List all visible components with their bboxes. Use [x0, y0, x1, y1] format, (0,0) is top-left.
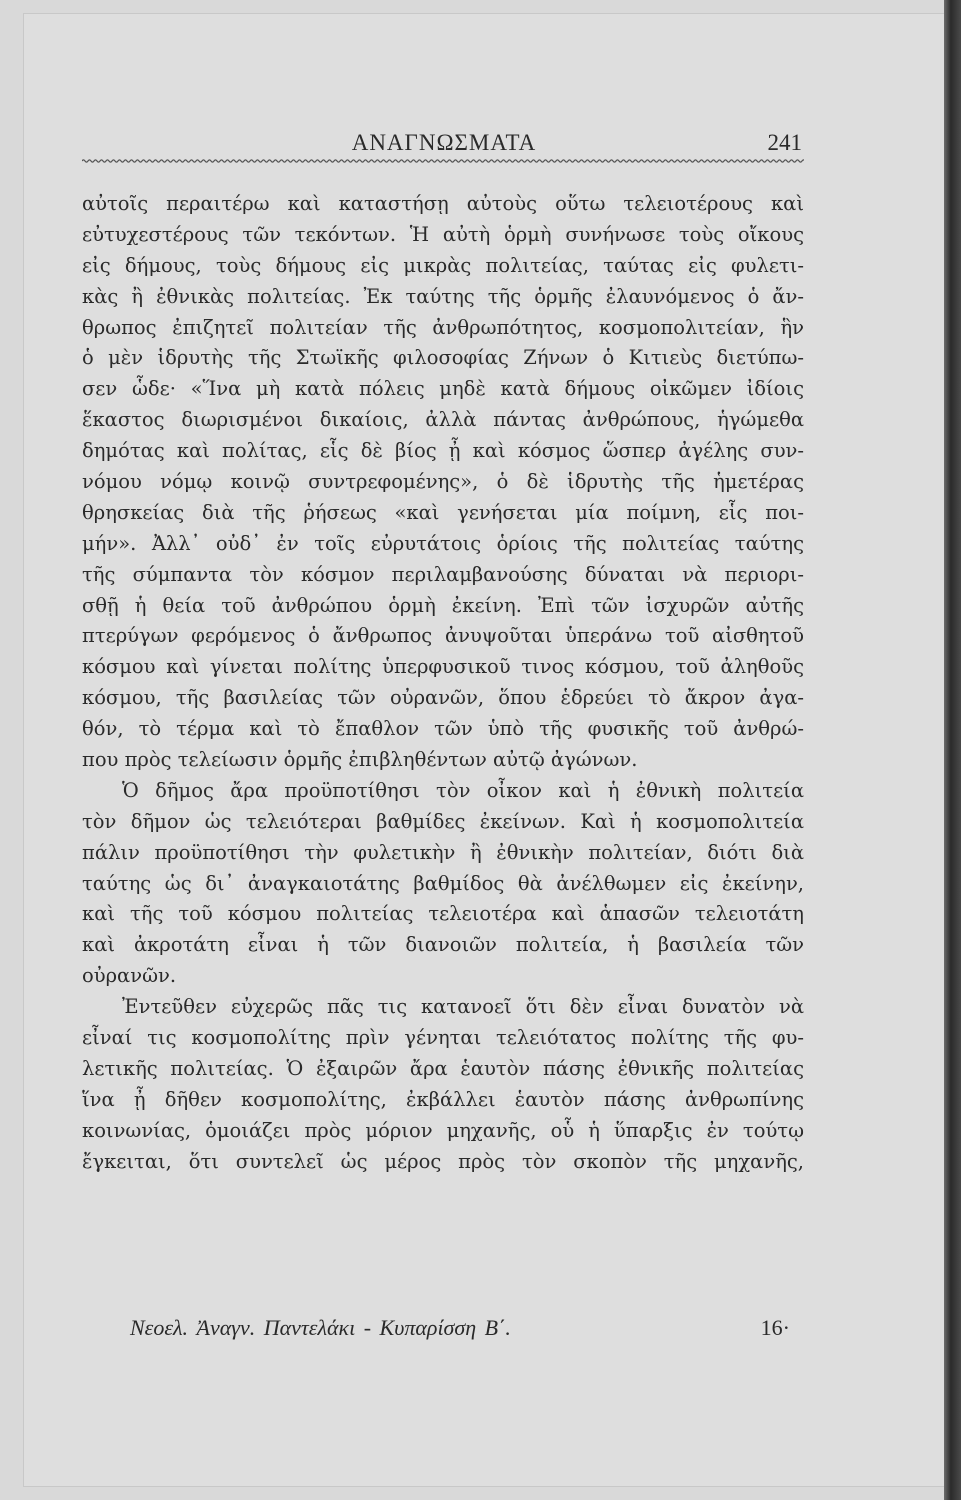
printer-signature: Νεοελ. Ἀναγν. Παντελάκι - Κυπαρίσση Β΄. [130, 1315, 511, 1340]
text-line: ταύτης ὡς δι᾽ ἀναγκαιοτάτης βαθμίδος θὰ ἀνέλθωμεν εἰς ἐκείνην, [82, 871, 804, 895]
text-line: καὶ ἀκροτάτη εἶναι ἡ τῶν διανοιῶν πολιτεία, ἡ βασιλεία τῶν [82, 933, 804, 957]
text-line: ὁ μὲν ἱδρυτὴς τῆς Στωϊκῆς φιλοσοφίας Ζήνων ὁ Κιτιεὺς διετύπω- [82, 346, 804, 370]
sheet-number: 16· [760, 1315, 790, 1340]
text-line: Ὁ δῆμος ἄρα προϋποτίθησι τὸν οἶκον καὶ ἡ ἐθνικὴ πολιτεία [122, 778, 804, 802]
text-line: κόσμου καὶ γίνεται πολίτης ὑπερφυσικοῦ τινος κόσμου, τοῦ ἀληθοῦς [82, 655, 804, 679]
book-spine-edge [944, 0, 961, 1500]
text-line: κὰς ἢ ἐθνικὰς πολιτείας. Ἐκ ταύτης τῆς ὁρμῆς ἐλαυνόμενος ὁ ἄν- [82, 284, 804, 308]
page-number: 241 [767, 130, 802, 155]
text-line: λετικῆς πολιτείας. Ὁ ἐξαιρῶν ἄρα ἑαυτὸν πάσης ἐθνικῆς πολιτείας [82, 1056, 804, 1080]
text-line: δημότας καὶ πολίτας, εἷς δὲ βίος ᾖ καὶ κόσμος ὥσπερ ἀγέλης συν- [82, 439, 804, 463]
text-line: εἶναί τις κοσμοπολίτης πρὶν γένηται τελειότατος πολίτης τῆς φυ- [82, 1026, 804, 1050]
text-line: ἔγκειται, ὅτι συντελεῖ ὡς μέρος πρὸς τὸν σκοπὸν τῆς μηχανῆς, [82, 1149, 804, 1173]
text-line: ἵνα ᾖ δῆθεν κοσμοπολίτης, ἐκβάλλει ἑαυτὸν πάσης ἀνθρωπίνης [82, 1087, 804, 1111]
text-line: θρωπος ἐπιζητεῖ πολιτείαν τῆς ἀνθρωπότητος, κοσμοπολιτείαν, ἣν [82, 315, 804, 339]
text-line: εὐτυχεστέρους τῶν τεκόντων. Ἡ αὐτὴ ὁρμὴ συνήνωσε τοὺς οἴκους [82, 222, 804, 246]
text-line: θόν, τὸ τέρμα καὶ τὸ ἔπαθλον τῶν ὑπὸ τῆς φυσικῆς τοῦ ἀνθρώ- [82, 717, 804, 741]
text-line: οὐρανῶν. [82, 964, 177, 988]
text-line: τῆς σύμπαντα τὸν κόσμον περιλαμβανούσης δύναται νὰ περιορι- [82, 562, 804, 586]
text-line: που πρὸς τελείωσιν ὁρμῆς ἐπιβληθέντων αὐτῷ ἀγώνων. [82, 748, 638, 772]
text-line: σεν ὧδε· «Ἵνα μὴ κατὰ πόλεις μηδὲ κατὰ δήμους οἰκῶμεν ἰδίοις [82, 377, 804, 401]
text-line: πτερύγων φερόμενος ὁ ἄνθρωπος ἀνυψοῦται ὑπεράνω τοῦ αἰσθητοῦ [82, 624, 804, 648]
text-line: αὐτοῖς περαιτέρω καὶ καταστήσῃ αὐτοὺς οὕτω τελειοτέρους καὶ [82, 192, 804, 215]
text-line: θρησκείας διὰ τῆς ῥήσεως «καὶ γενήσεται μία ποίμνη, εἷς ποι- [82, 500, 804, 524]
text-line: Ἐντεῦθεν εὐχερῶς πᾶς τις κατανοεῖ ὅτι δὲν εἶναι δυνατὸν νὰ [122, 995, 804, 1019]
text-line: τὸν δῆμον ὡς τελειότεραι βαθμίδες ἐκείνων. Καὶ ἡ κοσμοπολιτεία [82, 809, 804, 833]
running-title: ΑΝΑΓΝΩΣΜΑΤΑ [351, 130, 537, 155]
page-footer [130, 1315, 790, 1347]
text-line: ἕκαστος διωρισμένοι δικαίοις, ἀλλὰ πάντας ἀνθρώπους, ἡγώμεθα [82, 408, 804, 432]
text-line: μήν». Ἀλλ᾽ οὐδ᾽ ἐν τοῖς εὐρυτάτοις ὁρίοις τῆς πολιτείας ταύτης [82, 531, 804, 555]
header-wavy-rule [82, 156, 804, 166]
text-line: νόμου νόμῳ κοινῷ συντρεφομένης», ὁ δὲ ἱδρυτὴς τῆς ἡμετέρας [82, 470, 804, 494]
text-line: κόσμου, τῆς βασιλείας τῶν οὐρανῶν, ὅπου ἑδρεύει τὸ ἄκρον ἀγα- [82, 686, 804, 710]
text-line: κοινωνίας, ὁμοιάζει πρὸς μόριον μηχανῆς, οὗ ἡ ὕπαρξις ἐν τούτῳ [82, 1118, 804, 1142]
text-line: πάλιν προϋποτίθησι τὴν φυλετικὴν ἢ ἐθνικὴν πολιτείαν, διότι διὰ [82, 840, 804, 864]
body-text [82, 189, 804, 1178]
text-line: σθῇ ἡ θεία τοῦ ἀνθρώπου ὁρμὴ ἐκείνη. Ἐπὶ τῶν ἰσχυρῶν αὐτῆς [82, 593, 804, 617]
text-line: εἰς δήμους, τοὺς δήμους εἰς μικρὰς πολιτείας, ταύτας εἰς φυλετι- [82, 253, 804, 277]
text-line: καὶ τῆς τοῦ κόσμου πολιτείας τελειοτέρα καὶ ἁπασῶν τελειοτάτη [82, 902, 804, 926]
